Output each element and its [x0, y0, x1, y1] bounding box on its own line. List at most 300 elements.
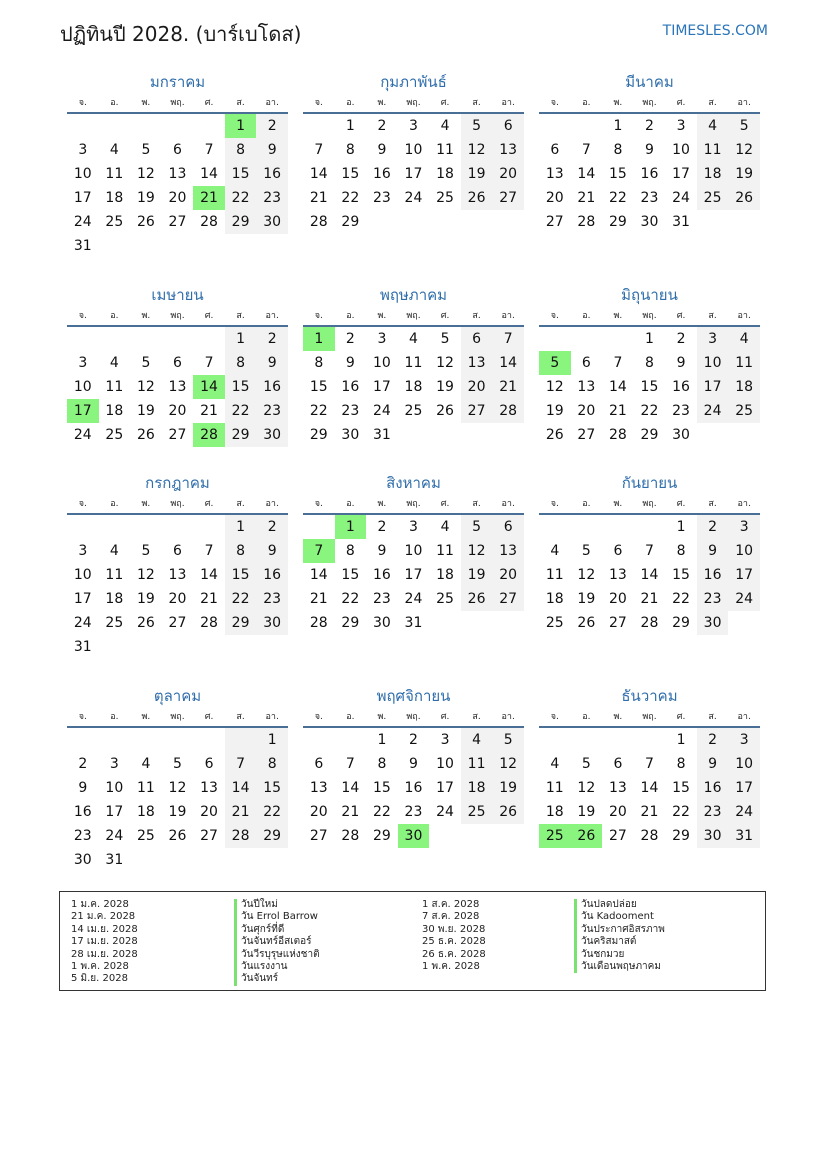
day-cell: 20	[545, 190, 564, 206]
day-cell: 27	[168, 214, 187, 230]
weekday-label: อ.	[346, 98, 355, 108]
day-cell: 23	[256, 399, 288, 423]
day-cell: 18	[545, 591, 564, 607]
weekday-header	[67, 495, 288, 515]
week-row	[67, 539, 288, 563]
day-cell: 18	[105, 403, 124, 419]
weekday-label: จ.	[314, 311, 323, 321]
week-row	[303, 375, 524, 399]
day-cell: 22	[225, 587, 257, 611]
holiday-name: วันศุกร์ที่ดี	[234, 924, 320, 936]
weekday-label: อา.	[737, 311, 751, 321]
weekday-label: อา.	[265, 712, 279, 722]
day-cell: 10	[728, 539, 760, 563]
day-cell: 18	[404, 379, 423, 395]
day-cell: 23	[341, 403, 360, 419]
month-name: ธันวาคม	[621, 687, 678, 705]
holiday-date: 1 พ.ค. 2028	[422, 961, 480, 973]
day-cell: 12	[492, 752, 524, 776]
day-cell: 30	[372, 615, 391, 631]
day-cell: 1	[225, 515, 257, 539]
day-cell: 2	[697, 728, 729, 752]
day-cell: 8	[225, 138, 257, 162]
weekday-label: พฤ.	[642, 311, 657, 321]
day-cell: 18	[461, 776, 493, 800]
day-cell: 8	[645, 355, 654, 371]
empty-cell	[67, 515, 99, 539]
day-cell: 26	[136, 214, 155, 230]
day-cell: 20	[309, 804, 328, 820]
empty-cell	[539, 728, 571, 752]
weekday-label: ส.	[236, 499, 245, 509]
week-row	[67, 423, 288, 447]
day-cell: 10	[436, 756, 454, 772]
holiday-name: วันคริสมาสต์	[574, 936, 665, 948]
day-cell: 14	[608, 379, 627, 395]
day-cell: 3	[78, 543, 88, 559]
day-cell: 24	[436, 804, 454, 820]
month-name: กุมภาพันธ์	[380, 73, 447, 91]
week-row	[303, 539, 524, 563]
day-cell: 3	[697, 327, 729, 351]
day-cell: 5	[141, 543, 151, 559]
empty-cell	[225, 728, 257, 752]
day-cell: 4	[697, 114, 729, 138]
day-cell: 27	[608, 828, 627, 844]
empty-cell	[99, 234, 131, 258]
day-cell: 4	[550, 543, 560, 559]
empty-cell	[193, 635, 225, 659]
day-cell: 29	[372, 828, 391, 844]
day-cell: 25	[545, 615, 564, 631]
page-title: ปฏิทินปี 2028. (บาร์เบโดส)	[60, 22, 302, 46]
day-cell: 12	[168, 780, 187, 796]
week-row	[303, 162, 524, 186]
day-cell: 21	[200, 403, 218, 419]
week-row	[67, 162, 288, 186]
weekday-label: ศ.	[440, 499, 450, 509]
day-cell: 18	[136, 804, 155, 820]
day-cell: 21	[341, 804, 360, 820]
month-9	[539, 471, 760, 635]
empty-cell	[162, 234, 194, 258]
weekday-label: พ.	[141, 98, 151, 108]
empty-cell	[429, 210, 461, 234]
day-cell: 16	[404, 780, 423, 796]
day-cell: 4	[440, 519, 450, 535]
day-cell: 26	[728, 186, 760, 210]
month-6	[539, 283, 760, 447]
day-cell: 6	[581, 355, 591, 371]
weekday-label: ส.	[236, 98, 245, 108]
day-cell: 14	[492, 351, 524, 375]
day-cell: 24	[404, 190, 423, 206]
day-cell: 4	[109, 543, 119, 559]
day-cell: 8	[377, 756, 387, 772]
day-cell: 2	[256, 515, 288, 539]
month-12	[539, 684, 760, 848]
day-cell: 18	[436, 166, 454, 182]
weekday-label: พ.	[141, 712, 151, 722]
week-row	[67, 752, 288, 776]
day-cell: 21	[640, 591, 659, 607]
day-cell: 11	[136, 780, 155, 796]
day-cell: 29	[608, 214, 627, 230]
weekday-label: อ.	[110, 311, 119, 321]
day-cell: 30	[256, 611, 288, 635]
day-cell: 23	[404, 804, 423, 820]
week-row	[539, 138, 760, 162]
weekday-label: พฤ.	[642, 499, 657, 509]
week-row	[303, 515, 524, 539]
day-cell: 24	[73, 214, 92, 230]
day-cell: 1	[256, 728, 288, 752]
day-cell: 18	[545, 804, 564, 820]
empty-cell	[398, 423, 430, 447]
day-cell: 31	[105, 852, 124, 868]
day-cell: 6	[492, 515, 524, 539]
week-row	[539, 423, 760, 447]
holidays-legend	[59, 891, 766, 991]
day-cell: 20	[200, 804, 218, 820]
day-cell: 24	[73, 615, 92, 631]
site-link[interactable]: TIMESLES.COM	[662, 23, 768, 39]
week-row	[67, 234, 288, 258]
day-cell: 10	[73, 567, 92, 583]
weekday-label: จ.	[78, 98, 87, 108]
empty-cell	[162, 635, 194, 659]
day-cell: 3	[377, 331, 387, 347]
day-cell: 24	[105, 828, 124, 844]
day-cell: 2	[256, 114, 288, 138]
day-cell: 13	[461, 351, 493, 375]
week-row	[303, 327, 524, 351]
day-cell: 6	[314, 756, 324, 772]
weekday-header	[303, 495, 524, 515]
day-cell: 11	[728, 351, 760, 375]
day-cell: 19	[728, 162, 760, 186]
day-cell: 17	[404, 567, 423, 583]
day-cell: 1	[225, 114, 257, 138]
day-cell: 8	[345, 543, 355, 559]
day-cell: 30	[672, 427, 690, 443]
empty-cell	[162, 114, 194, 138]
day-cell: 6	[173, 543, 182, 559]
day-cell: 8	[225, 351, 257, 375]
empty-cell	[728, 423, 760, 447]
empty-cell	[492, 210, 524, 234]
day-cell: 6	[492, 114, 524, 138]
month-name: มิถุนายน	[621, 286, 678, 304]
day-cell: 27	[168, 427, 187, 443]
day-cell: 30	[256, 210, 288, 234]
holiday-dates-col-2	[422, 899, 486, 973]
empty-cell	[162, 515, 194, 539]
weekday-label: จ.	[550, 311, 559, 321]
week-row	[539, 563, 760, 587]
weekday-label: พฤ.	[406, 311, 421, 321]
day-cell: 22	[225, 399, 257, 423]
empty-cell	[634, 728, 666, 752]
empty-cell	[225, 234, 257, 258]
day-cell: 9	[377, 543, 387, 559]
empty-cell	[571, 327, 603, 351]
weekday-label: พ.	[613, 98, 623, 108]
day-cell: 6	[204, 756, 214, 772]
day-cell: 9	[256, 138, 288, 162]
day-cell: 22	[608, 190, 627, 206]
day-cell: 16	[256, 375, 288, 399]
weekday-label: ศ.	[440, 712, 450, 722]
day-cell: 30	[398, 824, 430, 848]
empty-cell	[225, 848, 257, 872]
day-cell: 5	[173, 756, 182, 772]
day-cell: 31	[372, 427, 391, 443]
weekday-label: พฤ.	[170, 712, 185, 722]
day-cell: 9	[256, 539, 288, 563]
day-cell: 9	[78, 780, 88, 796]
day-cell: 9	[377, 142, 387, 158]
day-cell: 13	[168, 166, 187, 182]
day-cell: 22	[341, 190, 360, 206]
empty-cell	[99, 114, 131, 138]
day-cell: 16	[256, 162, 288, 186]
weekday-label: อา.	[265, 499, 279, 509]
day-cell: 5	[440, 331, 450, 347]
day-cell: 14	[640, 567, 659, 583]
day-cell: 28	[200, 214, 218, 230]
day-cell: 24	[697, 399, 729, 423]
day-cell: 13	[309, 780, 328, 796]
week-row	[303, 611, 524, 635]
day-cell: 9	[345, 355, 355, 371]
day-cell: 1	[345, 118, 355, 134]
day-cell: 10	[372, 355, 391, 371]
weekday-label: พฤ.	[170, 499, 185, 509]
day-cell: 17	[73, 591, 92, 607]
holiday-date: 1 ส.ค. 2028	[422, 899, 480, 910]
empty-cell	[492, 611, 524, 635]
day-cell: 12	[136, 567, 155, 583]
day-cell: 26	[461, 587, 493, 611]
day-cell: 25	[105, 615, 124, 631]
day-cell: 20	[608, 591, 627, 607]
day-cell: 29	[672, 828, 690, 844]
day-cell: 16	[697, 563, 729, 587]
day-cell: 12	[577, 567, 596, 583]
day-cell: 11	[436, 543, 454, 559]
day-cell: 24	[372, 403, 391, 419]
day-cell: 26	[461, 186, 493, 210]
weekday-label: ศ.	[440, 311, 450, 321]
day-cell: 25	[136, 828, 155, 844]
holiday-name: วันเดือนพฤษภาคม	[574, 961, 665, 973]
day-cell: 10	[73, 379, 92, 395]
day-cell: 20	[461, 375, 493, 399]
week-row	[303, 186, 524, 210]
weekday-label: พฤ.	[642, 98, 657, 108]
day-cell: 24	[404, 591, 423, 607]
day-cell: 19	[168, 804, 187, 820]
week-row	[67, 138, 288, 162]
weekday-label: ส.	[708, 712, 717, 722]
day-cell: 28	[309, 214, 328, 230]
empty-cell	[256, 234, 288, 258]
week-row	[67, 776, 288, 800]
weekday-label: พฤ.	[406, 499, 421, 509]
empty-cell	[99, 728, 131, 752]
day-cell: 24	[728, 800, 760, 824]
day-cell: 20	[168, 190, 187, 206]
day-cell: 20	[168, 403, 187, 419]
day-cell: 6	[613, 756, 623, 772]
day-cell: 21	[640, 804, 659, 820]
empty-cell	[256, 848, 288, 872]
week-row	[539, 728, 760, 752]
week-row	[539, 327, 760, 351]
day-cell: 19	[136, 591, 155, 607]
empty-cell	[99, 327, 131, 351]
week-row	[303, 728, 524, 752]
day-cell: 5	[141, 355, 151, 371]
week-row	[303, 776, 524, 800]
day-cell: 4	[409, 331, 418, 347]
day-cell: 18	[697, 162, 729, 186]
day-cell: 25	[697, 186, 729, 210]
day-cell: 11	[697, 138, 729, 162]
week-row	[539, 186, 760, 210]
day-cell: 29	[640, 427, 659, 443]
day-cell: 1	[225, 327, 257, 351]
month-4	[67, 283, 288, 447]
day-cell: 23	[372, 591, 391, 607]
day-cell: 9	[409, 756, 418, 772]
day-cell: 7	[204, 142, 214, 158]
day-cell: 28	[577, 214, 596, 230]
day-cell: 27	[168, 615, 187, 631]
day-cell: 21	[225, 800, 257, 824]
day-cell: 14	[640, 780, 659, 796]
day-cell: 25	[728, 399, 760, 423]
day-cell: 31	[728, 824, 760, 848]
empty-cell	[303, 515, 335, 539]
holiday-name: วันแรงงาน	[234, 961, 320, 973]
day-cell: 11	[105, 567, 124, 583]
weekday-label: พ.	[141, 311, 151, 321]
month-2	[303, 70, 524, 234]
day-cell: 2	[697, 515, 729, 539]
day-cell: 18	[728, 375, 760, 399]
day-cell: 29	[309, 427, 328, 443]
holiday-date: 30 พ.ย. 2028	[422, 923, 486, 935]
day-cell: 17	[436, 780, 454, 796]
weekday-label: ส.	[708, 499, 717, 509]
day-cell: 10	[105, 780, 124, 796]
day-cell: 28	[200, 615, 218, 631]
day-cell: 1	[303, 327, 335, 351]
day-cell: 26	[136, 615, 155, 631]
week-row	[303, 800, 524, 824]
day-cell: 5	[461, 515, 493, 539]
weekday-label: อ.	[582, 98, 591, 108]
day-cell: 23	[372, 190, 391, 206]
empty-cell	[492, 423, 524, 447]
day-cell: 2	[409, 732, 418, 748]
day-cell: 26	[577, 615, 596, 631]
day-cell: 20	[577, 403, 596, 419]
day-cell: 8	[345, 142, 355, 158]
week-row	[67, 728, 288, 752]
day-cell: 27	[608, 615, 627, 631]
holiday-name: วันปลดปล่อย	[574, 899, 665, 911]
weekday-label: อา.	[501, 712, 515, 722]
day-cell: 13	[492, 539, 524, 563]
day-cell: 12	[461, 539, 493, 563]
holiday-date: 5 มิ.ย. 2028	[71, 973, 128, 985]
day-cell: 23	[697, 800, 729, 824]
day-cell: 28	[640, 615, 659, 631]
empty-cell	[130, 515, 162, 539]
empty-cell	[728, 611, 760, 635]
day-cell: 29	[225, 611, 257, 635]
empty-cell	[697, 210, 729, 234]
day-cell: 3	[440, 732, 450, 748]
day-cell: 3	[728, 515, 760, 539]
weekday-label: อา.	[501, 98, 515, 108]
day-cell: 25	[105, 214, 124, 230]
day-cell: 7	[314, 142, 324, 158]
holiday-date: 17 เม.ย. 2028	[71, 936, 138, 948]
day-cell: 5	[728, 114, 760, 138]
day-cell: 15	[225, 563, 257, 587]
day-cell: 7	[581, 142, 591, 158]
day-cell: 28	[492, 399, 524, 423]
weekday-label: ส.	[236, 712, 245, 722]
day-cell: 13	[200, 780, 218, 796]
weekday-label: อ.	[110, 98, 119, 108]
day-cell: 25	[436, 591, 454, 607]
day-cell: 11	[436, 142, 454, 158]
day-cell: 28	[309, 615, 328, 631]
day-cell: 23	[697, 587, 729, 611]
month-name: สิงหาคม	[386, 474, 441, 492]
holiday-date: 7 ส.ค. 2028	[422, 911, 480, 923]
day-cell: 30	[256, 423, 288, 447]
holiday-name: วันจันทร์อีสเตอร์	[234, 936, 320, 948]
weekday-label: ศ.	[676, 499, 686, 509]
empty-cell	[492, 824, 524, 848]
week-row	[67, 375, 288, 399]
day-cell: 25	[105, 427, 124, 443]
empty-cell	[634, 515, 666, 539]
day-cell: 28	[225, 824, 257, 848]
day-cell: 25	[539, 824, 571, 848]
week-row	[67, 399, 288, 423]
day-cell: 30	[697, 824, 729, 848]
day-cell: 22	[672, 591, 690, 607]
day-cell: 6	[173, 355, 182, 371]
month-1	[67, 70, 288, 258]
day-cell: 25	[404, 403, 423, 419]
week-row	[539, 399, 760, 423]
day-cell: 23	[640, 190, 659, 206]
day-cell: 21	[309, 591, 328, 607]
day-cell: 15	[372, 780, 391, 796]
day-cell: 13	[492, 138, 524, 162]
month-3	[539, 70, 760, 234]
week-row	[539, 800, 760, 824]
day-cell: 27	[492, 186, 524, 210]
